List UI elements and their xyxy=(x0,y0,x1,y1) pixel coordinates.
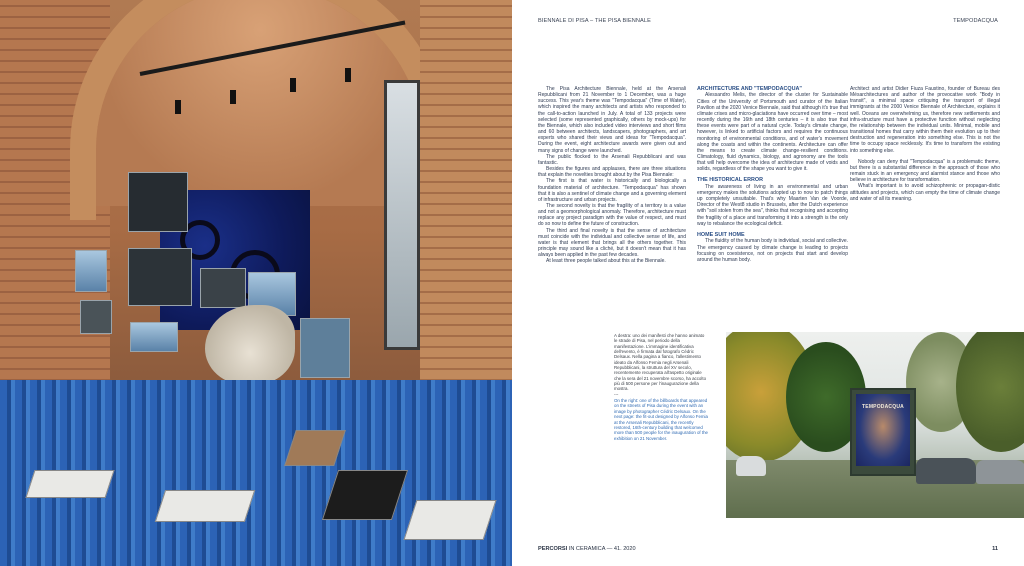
magazine-name-rest: IN CERAMICA xyxy=(567,546,606,552)
billboard-title: TEMPODACQUA xyxy=(862,404,904,410)
paragraph: At least three people talked about this at the Biennale. xyxy=(546,258,666,265)
paragraph: Besides the figures and applauses, there are three situations that explain the novelties brought about by the Pisa Biennale: xyxy=(538,166,686,179)
article-column-3 xyxy=(850,86,1000,202)
exhibit-panel xyxy=(130,322,178,352)
article-page xyxy=(512,0,1024,566)
caption-english: On the right: one of the billboards that appeared on the streets of Pisa during the event with an image by photographer Cédric Delsaux. On the next page: the fit-out designed by Alfonso Femia at the Arsenali Repubblicani, the recently restored, 16th-century building that welcomed more than 500 people for the inauguration of the exhibition on 21 November. xyxy=(614,398,708,441)
paragraph: The third and final novelty is that the sense of architecture must coincide with the individual and collective sense of life, and water is that element that brings all the others together. This principle may sound like a cliché, but it doesn't mean that it has always been applied in the past few decades. xyxy=(538,227,686,259)
paragraph: Architect and artist Didier Fiuza Faustino, founder of Bureau des Mésarchitectures and author of the provocative work "Body in transit", a minimal space critiquing the transport of illegal immigrants at the 2000 Venice Biennale of Architecture, explains it well. Oceans are overwhelming us, therefore new settlements and infra-structure must have a protective function without neglecting the relationship between the individual units. Minimal, mobile and transitional homes that carry within them their evolution up to their destruction and regeneration into something else. This is not the time to occupy space recklessly. It's time to transform the existing into something else. xyxy=(850,86,1000,154)
whale-sculpture xyxy=(205,305,295,385)
issue-number: 41. 2020 xyxy=(613,546,636,552)
paragraph: The fluidity of the human body is individual, social and collective. The emergency caused by climate change is leading to projects focusing on coexistence, not on projects that start and develop around the human body. xyxy=(697,238,848,263)
paragraph: The first is that water is historically and biologically a foundation material of architecture. "Tempodacqua" has shown that it is also a sentinel of climate change and a governing element of infrastructure and urban projects. xyxy=(538,178,686,203)
page-number: 11 xyxy=(992,546,998,552)
billboard xyxy=(850,388,916,476)
exhibit-panel xyxy=(128,172,188,232)
magazine-name: PERCORSI xyxy=(538,546,568,552)
tree xyxy=(956,332,1024,452)
caption-italian: A destra: uno dei manifesti che hanno animato le strade di Pisa, nel periodo della manifestazione. L'immagine identificativa dell'evento, è firmata dal fotografo Cédric Delsaux. Nella pagina a fianco, l'allestimento ideato da Alfonso Femia negli Arsenali Repubblicani, la struttura del XV secolo, recentemente recuperata all'aspetto originale che la sera del 21 novembre scorso, ha accolto più di 500 persone per l'inaugurazione della mostra. xyxy=(614,333,707,392)
section-heading: THE HISTORICAL ERROR xyxy=(697,177,763,184)
parked-car xyxy=(736,456,766,476)
exhibit-panel xyxy=(300,318,350,378)
running-head-left: BIENNALE DI PISA – THE PISA BIENNALE xyxy=(538,18,651,24)
parked-car xyxy=(976,460,1024,484)
exhibit-panel xyxy=(128,248,192,306)
paragraph: Nobody can deny that "Tempodacqua" is a problematic theme, but there is a substantial difference in the approach of those who remain stuck in an emergency and alarmist stance and those who believe in architecture for transformation. xyxy=(850,158,1000,184)
display-card xyxy=(404,500,497,540)
section-heading: HOME SUIT HOME xyxy=(697,231,745,238)
paragraph: The Pisa Architecture Biennale, held at the Arsenali Repubblicani from 21 November to 1 December, was a huge success. This year's theme was "Tempodacqua" (Time of Water), which inspired the many architects and artists who responded to the call-to-action launched in July. A total of 133 projects were selected (some represented graphically, others by mock-ups) for the Biennale, which also included video interviews and short films and 60 between architects, landscapers, photographers, and art experts who shared their views and ideas for "Tempodacqua". During the event, eight architecture awards were given out and many signs of change were launched. xyxy=(538,86,686,154)
display-card xyxy=(25,470,114,498)
paragraph: The second novelty is that the fragility of a territory is a value and not a geomorphological anomaly. Therefore, architecture must replace any project paradigm with the value of respect, and must do so now to define the future of construction. xyxy=(538,202,686,228)
spotlight xyxy=(345,68,351,82)
paragraph: The public flocked to the Arsenali Repubblicani and was fantastic. xyxy=(538,153,686,166)
display-card xyxy=(155,490,255,522)
billboard-street-photo xyxy=(726,332,1024,518)
paragraph: The awareness of living in an environmental and urban emergency makes the solutions adopted up to now to patch things up completely unsuitable. That's why Maarten Van de Voorde, Director of the West8 studio in Brussels, after the Dutch experience with "soil stolen from the sea", thinks that recognising and accepting the fragility of a place and transforming it into a strength is the only way to rebalance the ecological deficit. xyxy=(697,183,848,227)
paragraph: Alessandro Melis, the director of the cluster for Sustainable Cities of the University of Portsmouth and curator of the Italian Pavilion at the 2020 Venice Biennale, said that although it's true that climate crises and micro-glaciations have occurred over time – most recently during the 16th and 18th centuries – it is also true that these events were part of a natural cycle. Today's climate change, however, is linked to artificial factors and requires the continuous monitoring of environmental conditions, and of water's movement along the coasts and within the continents. Architecture can offer the means to create climate change-resilient conditions. Climatology, fluid dynamics, biology, and agronomy are the tools that will help overcome the idea of architecture made of voids and solids, regardless of the shape you want to give it. xyxy=(697,92,848,173)
spotlight xyxy=(230,90,236,104)
article-column-2 xyxy=(697,86,848,263)
section-heading: ARCHITECTURE AND "TEMPODACQUA" xyxy=(697,86,802,92)
caption-separator: --- xyxy=(614,391,619,397)
tall-window xyxy=(384,80,420,350)
spotlight xyxy=(290,78,296,92)
running-head-right: TEMPODACQUA xyxy=(953,18,998,24)
footer-magazine: PERCORSI IN CERAMICA — 41. 2020 xyxy=(538,546,636,552)
photo-caption xyxy=(614,333,708,441)
article-column-1 xyxy=(538,86,686,265)
exhibit-panel xyxy=(80,300,112,334)
exhibit-panel xyxy=(75,250,107,292)
paragraph: What's important is to avoid schizophrenic or propagan-distic attitudes and projects, which can empty the time of climate change and water of all its meaning. xyxy=(850,183,1000,202)
spotlight xyxy=(175,100,181,114)
exhibit-panel xyxy=(200,268,246,308)
parked-car xyxy=(916,458,976,484)
